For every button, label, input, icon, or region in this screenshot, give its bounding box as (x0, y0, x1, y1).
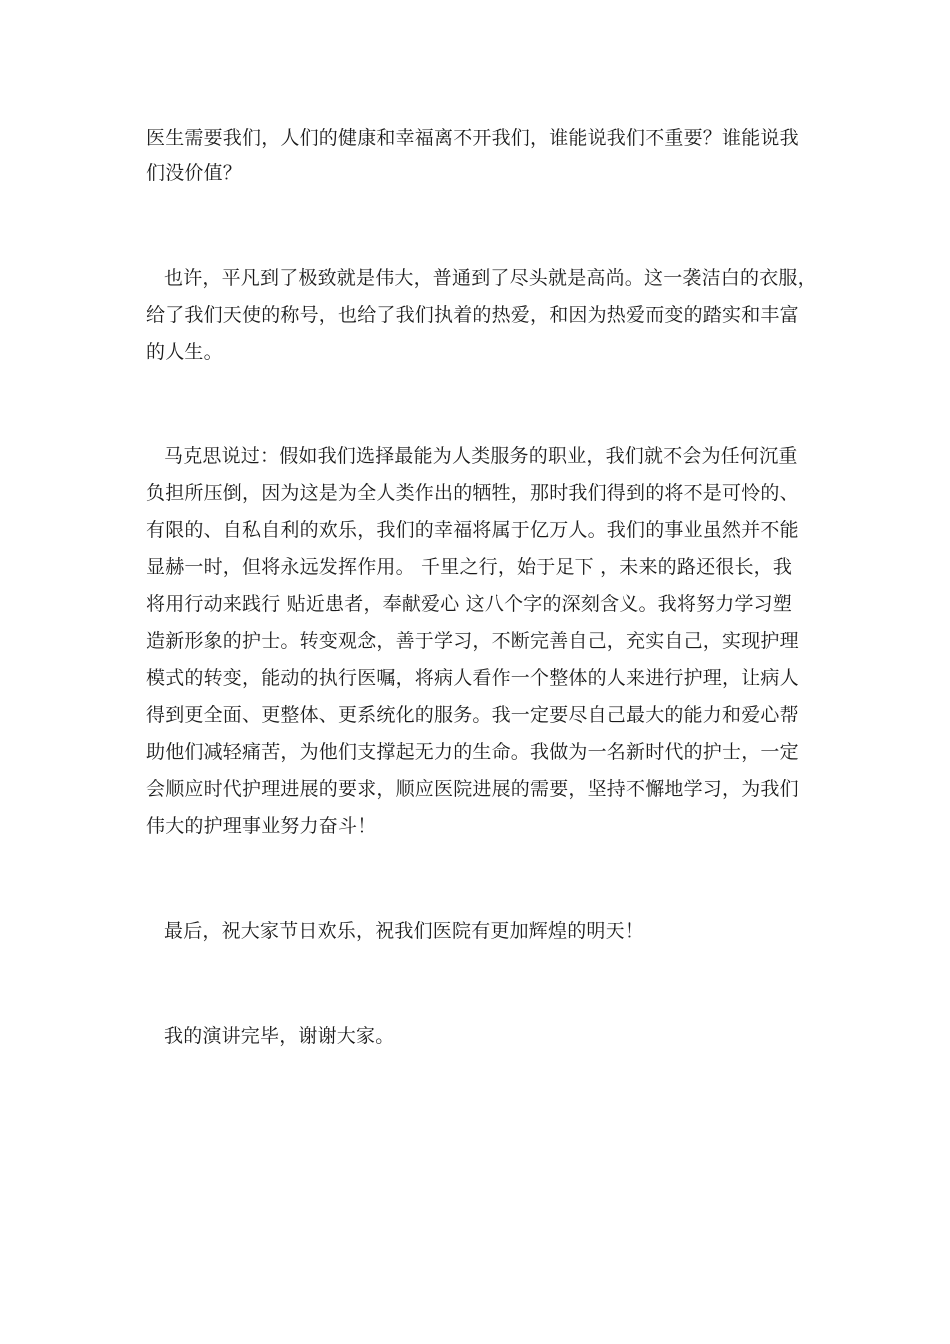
text-line: 医生需要我们，人们的健康和幸福离不开我们，谁能说我们不重要？谁能说我 (146, 127, 799, 149)
text-line: 们没价值？ (146, 162, 243, 184)
text-line: 负担所压倒，因为这是为全人类作出的牺牲，那时我们得到的将不是可怜的、 (146, 482, 799, 504)
text-line: 会顺应时代护理进展的要求，顺应医院进展的需要，坚持不懈地学习，为我们 (146, 778, 799, 800)
text-line: 显赫一时，但将永远发挥作用。 千里之行，始于足下 ，未来的路还很长，我 (146, 556, 793, 578)
text-line: 给了我们天使的称号，也给了我们执着的热爱，和因为热爱而变的踏实和丰富 (146, 304, 799, 326)
text-line: 得到更全面、更整体、更系统化的服务。我一定要尽自己最大的能力和爱心帮 (146, 704, 799, 726)
text-line: 助他们减轻痛苦，为他们支撑起无力的生命。我做为一名新时代的护士，一定 (146, 741, 799, 763)
text-line: 模式的转变，能动的执行医嘱，将病人看作一个整体的人来进行护理，让病人 (146, 667, 799, 689)
text-line: 我的演讲完毕，谢谢大家。 (164, 1025, 395, 1047)
text-line: 的人生。 (146, 341, 223, 363)
text-line: 将用行动来践行 贴近患者，奉献爱心 这八个字的深刻含义。我将努力学习塑 (146, 593, 793, 615)
text-line: 马克思说过：假如我们选择最能为人类服务的职业，我们就不会为任何沉重 (164, 445, 798, 467)
text-line: 有限的、自私自利的欢乐，我们的幸福将属于亿万人。我们的事业虽然并不能 (146, 519, 799, 541)
text-line: 也许，平凡到了极致就是伟大，普通到了尽头就是高尚。这一袭洁白的衣服， (164, 267, 817, 289)
text-line: 造新形象的护士。转变观念，善于学习，不断完善自己，充实自己，实现护理 (146, 630, 799, 652)
text-line: 最后，祝大家节日欢乐，祝我们医院有更加辉煌的明天！ (164, 920, 645, 942)
text-line: 伟大的护理事业努力奋斗！ (146, 815, 377, 837)
